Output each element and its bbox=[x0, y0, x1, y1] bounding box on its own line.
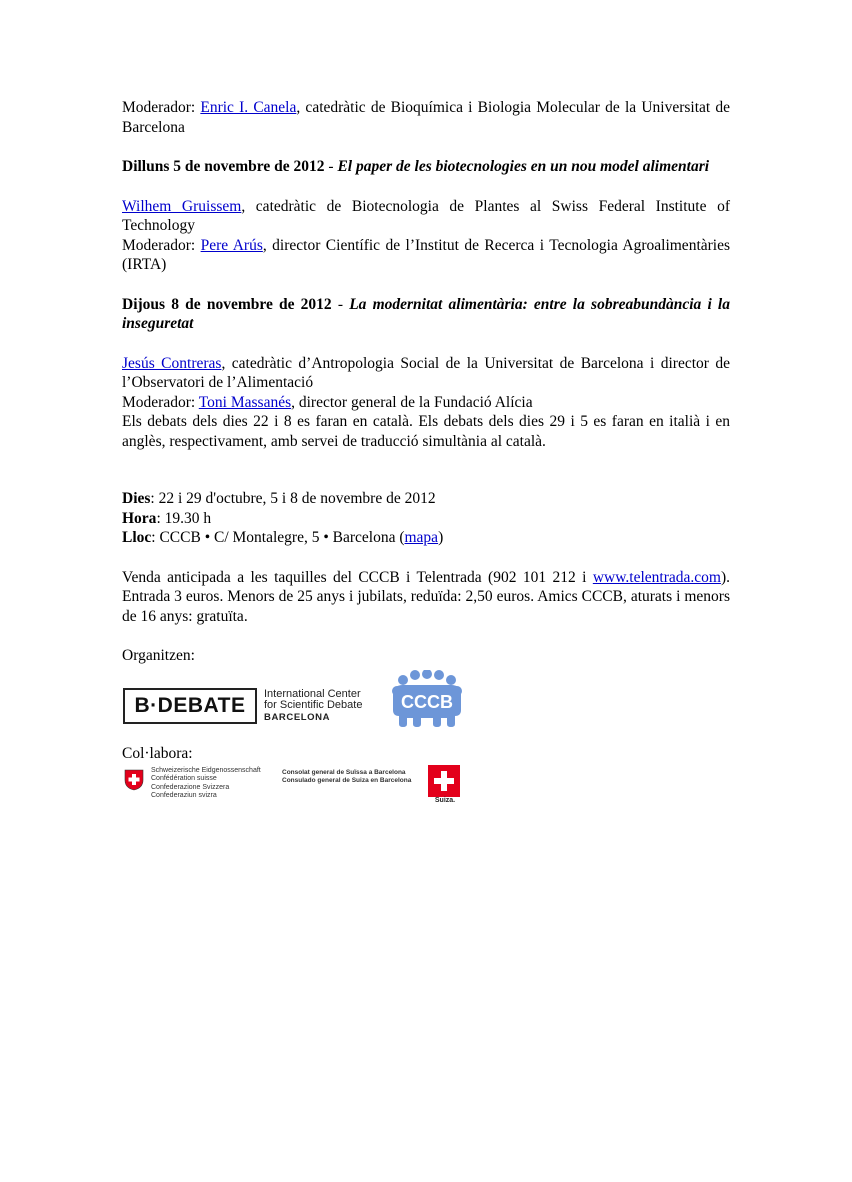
dies-value: : 22 i 29 d'octubre, 5 i 8 de novembre de 2012 bbox=[150, 490, 436, 507]
swiss-line-4: Confederaziun svizra bbox=[151, 791, 217, 799]
swiss-line-3: Confederazione Svizzera bbox=[151, 783, 230, 791]
ticket-info bbox=[122, 568, 730, 627]
consulate-line-2: Consulado general de Suiza en Barcelona bbox=[282, 777, 412, 784]
lloc-label: Lloc bbox=[122, 529, 152, 546]
speaker-description: , catedràtic d’Antropologia Social de la Universitat de Barcelona i director de l’Observatori de l’Alimentació bbox=[122, 354, 730, 391]
session3-date: Dijous 8 de novembre de 2012 bbox=[122, 295, 332, 313]
session3-moderator bbox=[122, 393, 730, 413]
session2-heading bbox=[122, 157, 730, 177]
swiss-cross-icon bbox=[428, 765, 460, 797]
closing-paren: ) bbox=[438, 529, 444, 546]
document-page bbox=[122, 98, 730, 815]
consulate-text bbox=[282, 769, 411, 785]
bdebate-city: BARCELONA bbox=[264, 711, 331, 723]
moderator-description: , director general de la Fundació Alícia bbox=[291, 393, 533, 411]
swiss-confederation-text bbox=[151, 767, 261, 800]
info-dates bbox=[122, 489, 730, 509]
language-note: Els debats dels dies 22 i 8 es faran en català. Els debats dels dies 29 i 5 es faran en italià i en anglès, respectivament, amb servei de traducció simultània al català. bbox=[122, 413, 730, 450]
collaborator-logos bbox=[122, 763, 730, 815]
swiss-confederation-logo bbox=[124, 767, 274, 807]
speaker-description: , catedràtic de Biotecnologia de Plantes al Swiss Federal Institute of Technology bbox=[122, 197, 730, 234]
bdebate-line-2: for Scientific Debate bbox=[264, 699, 363, 711]
session2-speaker bbox=[122, 197, 730, 236]
dies-label: Dies bbox=[122, 490, 151, 507]
moderator-label: Moderador: bbox=[122, 236, 201, 254]
moderator-description: , director Científic de l’Institut de Recerca i Tecnologia Agroalimentàries (IRTA) bbox=[122, 236, 731, 273]
lloc-value: : CCCB • C/ Montalegre, 5 • Barcelona ( bbox=[151, 529, 405, 546]
cccb-logo bbox=[389, 670, 465, 728]
link-enric-canela[interactable]: Enric I. Canela bbox=[200, 99, 297, 116]
organizers-label: Organitzen: bbox=[122, 647, 195, 664]
session2-moderator bbox=[122, 236, 730, 275]
hora-label: Hora bbox=[122, 509, 157, 527]
swiss-shield-icon bbox=[124, 769, 144, 791]
bdebate-line-1: International Center bbox=[264, 687, 361, 700]
bdebate-tagline bbox=[264, 689, 362, 724]
info-place bbox=[122, 528, 730, 548]
separator: - bbox=[331, 295, 350, 313]
hora-value: : 19.30 h bbox=[156, 509, 212, 527]
organizer-logos bbox=[122, 670, 730, 742]
moderator-label: Moderador: bbox=[122, 99, 201, 116]
map-link[interactable]: mapa bbox=[404, 529, 439, 546]
swiss-line-2: Confédération suisse bbox=[151, 775, 217, 783]
info-time bbox=[122, 509, 730, 529]
link-jesus-contreras[interactable]: Jesús Contreras bbox=[122, 354, 222, 372]
cccb-logo-text: CCCB bbox=[401, 691, 453, 712]
suiza-logo bbox=[428, 765, 462, 803]
ticket-text-2: ). Entrada 3 euros. Menors de 25 anys i jubilats, reduïda: 2,50 euros. Amics CCCB, aturats i menors de 16 anys: gratuïta. bbox=[122, 568, 730, 625]
collab-label: Col·labora: bbox=[122, 744, 193, 762]
telentrada-link[interactable]: www.telentrada.com bbox=[592, 568, 721, 586]
session2-date: Dilluns 5 de novembre de 2012 bbox=[122, 158, 325, 175]
bdebate-logo: B·DEBATE bbox=[123, 688, 257, 724]
session1-moderator bbox=[122, 98, 730, 137]
session3-speaker bbox=[122, 354, 730, 393]
separator: - bbox=[324, 158, 338, 175]
moderator-label: Moderador: bbox=[122, 393, 199, 411]
session2-title: El paper de les biotecnologies en un nou model alimentari bbox=[337, 158, 710, 175]
session3-title: La modernitat alimentària: entre la sobreabundància i la inseguretat bbox=[122, 295, 730, 332]
link-pere-arus[interactable]: Pere Arús bbox=[200, 236, 263, 254]
swiss-line-1: Schweizerische Eidgenossenschaft bbox=[151, 767, 261, 774]
ticket-text-1: Venda anticipada a les taquilles del CCCB i Telentrada (902 101 212 i bbox=[122, 568, 593, 586]
consulate-line-1: Consolat general de Suïssa a Barcelona bbox=[282, 769, 406, 776]
suiza-caption: Suiza. bbox=[434, 797, 456, 804]
link-toni-massanes[interactable]: Toni Massanés bbox=[198, 393, 292, 411]
link-wilhem-gruissem[interactable]: Wilhem Gruissem bbox=[122, 197, 242, 215]
session3-heading bbox=[122, 295, 730, 334]
moderator-description: , catedràtic de Bioquímica i Biologia Molecular de la Universitat de Barcelona bbox=[122, 99, 731, 136]
